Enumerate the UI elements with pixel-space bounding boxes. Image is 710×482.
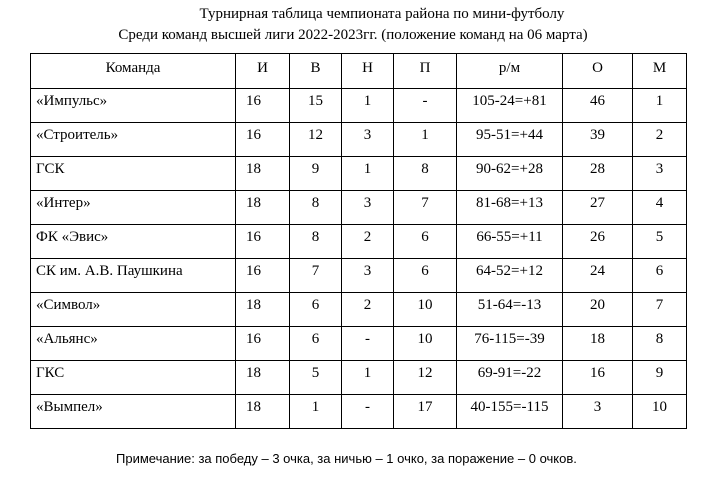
cell-goals: 81-68=+13 [457, 191, 563, 225]
header-team: Команда [31, 54, 236, 89]
cell-losses: 6 [394, 225, 457, 259]
cell-wins: 12 [290, 123, 342, 157]
cell-points: 27 [563, 191, 633, 225]
cell-losses: 1 [394, 123, 457, 157]
cell-draws: 1 [342, 89, 394, 123]
cell-goals: 95-51=+44 [457, 123, 563, 157]
cell-points: 18 [563, 327, 633, 361]
cell-place: 7 [633, 293, 687, 327]
cell-draws: - [342, 327, 394, 361]
cell-wins: 6 [290, 293, 342, 327]
cell-team: «Строитель» [31, 123, 236, 157]
cell-points: 16 [563, 361, 633, 395]
table-row [31, 123, 687, 157]
cell-wins: 7 [290, 259, 342, 293]
cell-points: 39 [563, 123, 633, 157]
cell-points: 24 [563, 259, 633, 293]
table-row [31, 395, 687, 429]
cell-losses: 17 [394, 395, 457, 429]
cell-losses: - [394, 89, 457, 123]
cell-wins: 1 [290, 395, 342, 429]
header-draws: Н [342, 54, 394, 89]
cell-team: ФК «Эвис» [31, 225, 236, 259]
cell-games: 16 [236, 327, 290, 361]
cell-draws: 2 [342, 225, 394, 259]
cell-wins: 6 [290, 327, 342, 361]
cell-place: 4 [633, 191, 687, 225]
standings-table [30, 53, 687, 429]
cell-games: 16 [236, 225, 290, 259]
cell-place: 9 [633, 361, 687, 395]
cell-points: 3 [563, 395, 633, 429]
cell-wins: 8 [290, 191, 342, 225]
cell-wins: 5 [290, 361, 342, 395]
cell-draws: 3 [342, 123, 394, 157]
cell-team: «Вымпел» [31, 395, 236, 429]
cell-goals: 66-55=+11 [457, 225, 563, 259]
cell-team: «Импульс» [31, 89, 236, 123]
cell-wins: 15 [290, 89, 342, 123]
header-row [31, 54, 687, 89]
cell-wins: 8 [290, 225, 342, 259]
scoring-note: Примечание: за победу – 3 очка, за ничью – 1 очко, за поражение – 0 очков. [116, 451, 577, 466]
cell-team: ГКС [31, 361, 236, 395]
header-losses: П [394, 54, 457, 89]
cell-draws: - [342, 395, 394, 429]
table-row [31, 89, 687, 123]
cell-points: 46 [563, 89, 633, 123]
cell-draws: 3 [342, 259, 394, 293]
cell-place: 5 [633, 225, 687, 259]
cell-points: 20 [563, 293, 633, 327]
cell-points: 28 [563, 157, 633, 191]
cell-games: 16 [236, 89, 290, 123]
cell-games: 18 [236, 191, 290, 225]
cell-losses: 7 [394, 191, 457, 225]
cell-games: 18 [236, 361, 290, 395]
cell-games: 16 [236, 123, 290, 157]
header-games: И [236, 54, 290, 89]
cell-games: 16 [236, 259, 290, 293]
header-points: О [563, 54, 633, 89]
cell-goals: 69-91=-22 [457, 361, 563, 395]
cell-place: 6 [633, 259, 687, 293]
cell-team: «Символ» [31, 293, 236, 327]
cell-place: 2 [633, 123, 687, 157]
cell-draws: 3 [342, 191, 394, 225]
cell-losses: 8 [394, 157, 457, 191]
cell-place: 1 [633, 89, 687, 123]
cell-losses: 10 [394, 327, 457, 361]
cell-games: 18 [236, 293, 290, 327]
table-title: Турнирная таблица чемпионата района по мини-футболу [199, 6, 565, 22]
cell-points: 26 [563, 225, 633, 259]
cell-team: «Интер» [31, 191, 236, 225]
header-place: М [633, 54, 687, 89]
cell-games: 18 [236, 157, 290, 191]
cell-place: 8 [633, 327, 687, 361]
cell-losses: 6 [394, 259, 457, 293]
table-row [31, 293, 687, 327]
table-row [31, 361, 687, 395]
cell-goals: 90-62=+28 [457, 157, 563, 191]
cell-losses: 10 [394, 293, 457, 327]
cell-goals: 105-24=+81 [457, 89, 563, 123]
table-row [31, 225, 687, 259]
cell-place: 10 [633, 395, 687, 429]
cell-place: 3 [633, 157, 687, 191]
table-subtitle: Среди команд высшей лиги 2022-2023гг. (положение команд на 06 марта) [118, 27, 588, 43]
cell-goals: 40-155=-115 [457, 395, 563, 429]
cell-losses: 12 [394, 361, 457, 395]
cell-games: 18 [236, 395, 290, 429]
cell-team: ГСК [31, 157, 236, 191]
table-row [31, 157, 687, 191]
cell-goals: 76-115=-39 [457, 327, 563, 361]
header-wins: В [290, 54, 342, 89]
table-row [31, 191, 687, 225]
cell-draws: 1 [342, 361, 394, 395]
standings-body [31, 89, 687, 429]
cell-wins: 9 [290, 157, 342, 191]
header-goals: р/м [457, 54, 563, 89]
table-row [31, 259, 687, 293]
cell-team: СК им. А.В. Паушкина [31, 259, 236, 293]
cell-draws: 2 [342, 293, 394, 327]
cell-draws: 1 [342, 157, 394, 191]
cell-goals: 64-52=+12 [457, 259, 563, 293]
cell-goals: 51-64=-13 [457, 293, 563, 327]
cell-team: «Альянс» [31, 327, 236, 361]
table-row [31, 327, 687, 361]
